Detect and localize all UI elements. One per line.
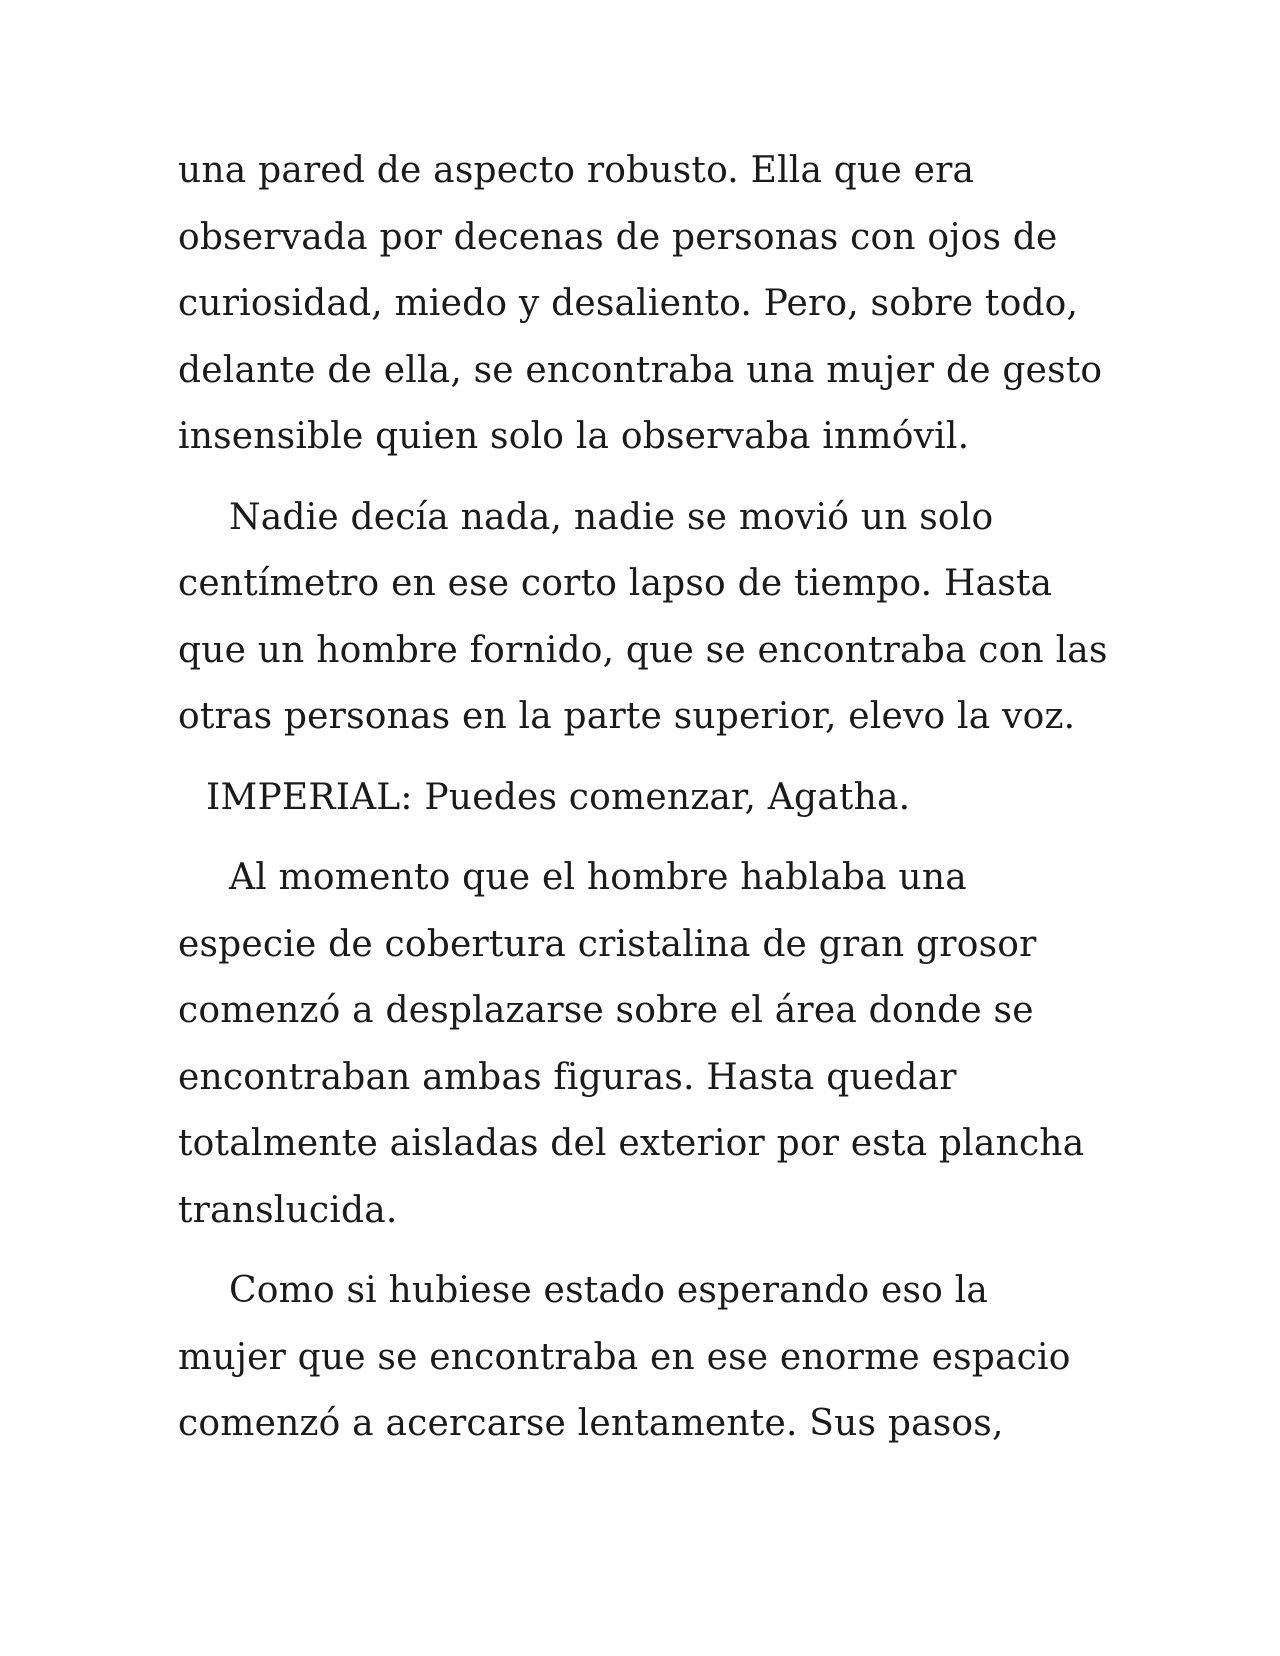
- text-line: observada por decenas de personas con ojos de: [178, 216, 1058, 258]
- text-line: comenzó a desplazarse sobre el área donde se: [178, 990, 1034, 1031]
- text-line: IMPERIAL: Puedes comenzar, Agatha.: [206, 776, 911, 818]
- text-line: Nadie decía nada, nadie se movió un solo: [229, 496, 994, 538]
- text-line: totalmente aisladas del exterior por esta plancha: [178, 1123, 1085, 1164]
- paragraph-1: [178, 138, 1118, 471]
- text-line: mujer que se encontraba en ese enorme espacio: [178, 1336, 1071, 1378]
- text-line: Como si hubiese estado esperando eso la: [229, 1270, 989, 1311]
- text-line: insensible quien solo la observaba inmóvil.: [178, 416, 970, 457]
- text-line: translucida.: [178, 1189, 398, 1231]
- body-text: [178, 138, 1118, 1458]
- text-line: especie de cobertura cristalina de gran grosor: [178, 923, 1037, 965]
- text-line: una pared de aspecto robusto. Ella que era: [178, 150, 975, 191]
- paragraph-5: [178, 1258, 1118, 1458]
- paragraph-4: [178, 845, 1118, 1244]
- dialogue-line: [178, 765, 1118, 832]
- text-line: encontraban ambas figuras. Hasta quedar: [178, 1056, 957, 1098]
- text-line: curiosidad, miedo y desaliento. Pero, sobre todo,: [178, 283, 1079, 324]
- text-line: otras personas en la parte superior, elevo la voz.: [178, 696, 1076, 737]
- text-line: Al momento que el hombre hablaba una: [229, 857, 967, 898]
- paragraph-2: [178, 485, 1118, 751]
- text-line: centímetro en ese corto lapso de tiempo. Hasta: [178, 563, 1053, 604]
- text-line: delante de ella, se encontraba una mujer de gesto: [178, 349, 1103, 391]
- text-line: comenzó a acercarse lentamente. Sus pasos,: [178, 1403, 1004, 1444]
- text-line: que un hombre fornido, que se encontraba con las: [178, 629, 1108, 671]
